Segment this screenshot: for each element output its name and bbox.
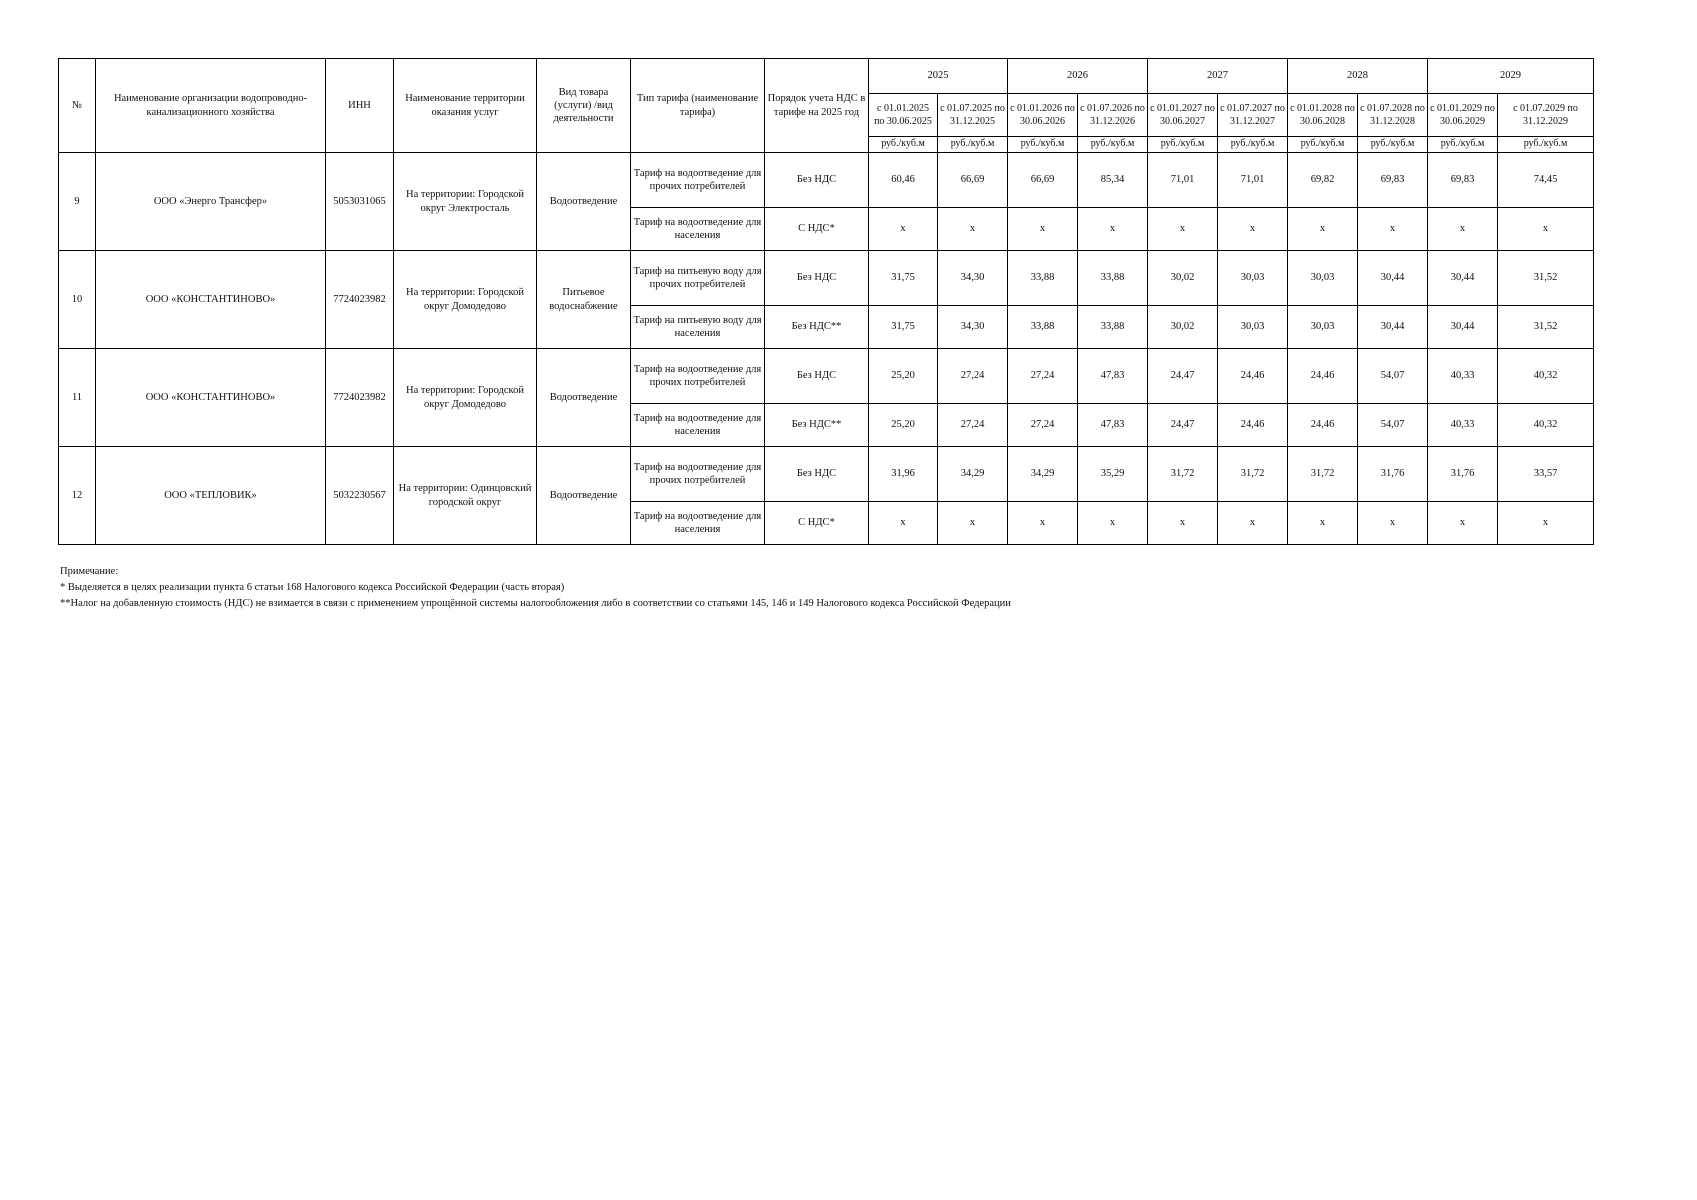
cell-tariff-value: 40,33	[1428, 404, 1498, 447]
cell-inn: 5032230567	[326, 447, 394, 545]
cell-inn: 5053031065	[326, 153, 394, 251]
header-unit: руб./куб.м	[869, 137, 938, 153]
cell-org: ООО «КОНСТАНТИНОВО»	[96, 349, 326, 447]
cell-tariff-value: 66,69	[1008, 153, 1078, 208]
cell-tariff-value: 30,03	[1288, 306, 1358, 349]
cell-tariff-value: 34,29	[1008, 447, 1078, 502]
header-period: с 01.07.2029 по 31.12.2029	[1498, 94, 1594, 137]
cell-org: ООО «КОНСТАНТИНОВО»	[96, 251, 326, 349]
cell-tariff-type: Тариф на водоотведение для прочих потребителей	[631, 153, 765, 208]
header-unit: руб./куб.м	[1148, 137, 1218, 153]
notes-title: Примечание:	[60, 566, 119, 577]
header-org: Наименование организации водопроводно-канализационного хозяйства	[96, 59, 326, 153]
cell-tariff-value: x	[1078, 208, 1148, 251]
cell-tariff-value: 31,96	[869, 447, 938, 502]
table-row	[59, 447, 1594, 502]
cell-tariff-type: Тариф на питьевую воду для прочих потребителей	[631, 251, 765, 306]
cell-tariff-value: 69,83	[1428, 153, 1498, 208]
cell-territory: На территории: Одинцовский городской округ	[394, 447, 537, 545]
cell-tariff-value: 33,88	[1078, 306, 1148, 349]
header-year-2027: 2027	[1148, 59, 1288, 94]
cell-org: ООО «Энерго Трансфер»	[96, 153, 326, 251]
cell-tariff-value: 40,32	[1498, 349, 1594, 404]
cell-tariff-value: 25,20	[869, 349, 938, 404]
table-body	[59, 153, 1594, 545]
cell-tariff-value: 69,82	[1288, 153, 1358, 208]
cell-tariff-value: x	[1498, 208, 1594, 251]
cell-tariff-value: 31,76	[1358, 447, 1428, 502]
cell-activity: Питьевое водоснабжение	[537, 251, 631, 349]
cell-tariff-type: Тариф на водоотведение для прочих потребителей	[631, 447, 765, 502]
note-item: **Налог на добавленную стоимость (НДС) не взимается в связи с применением упрощённой системы налогообложения либо в соответствии со статьями 145, 146 и 149 Налогового кодекса Российской Федерации	[60, 598, 1011, 609]
header-activity: Вид товара (услуги) /вид деятельности	[537, 59, 631, 153]
cell-num: 10	[59, 251, 96, 349]
cell-tariff-value: 33,57	[1498, 447, 1594, 502]
cell-tariff-value: 31,76	[1428, 447, 1498, 502]
cell-tariff-value: 34,30	[938, 251, 1008, 306]
note-item: * Выделяется в целях реализации пункта 6 статьи 168 Налогового кодекса Российской Федерации (часть вторая)	[60, 582, 565, 593]
cell-tariff-value: 31,75	[869, 306, 938, 349]
cell-tariff-type: Тариф на водоотведение для прочих потребителей	[631, 349, 765, 404]
cell-tariff-value: 35,29	[1078, 447, 1148, 502]
cell-tariff-value: 24,46	[1218, 404, 1288, 447]
cell-inn: 7724023982	[326, 251, 394, 349]
cell-tariff-value: 47,83	[1078, 404, 1148, 447]
cell-tariff-type: Тариф на водоотведение для населения	[631, 208, 765, 251]
cell-tariff-value: 31,72	[1218, 447, 1288, 502]
table-row	[59, 349, 1594, 404]
cell-tariff-value: 24,47	[1148, 349, 1218, 404]
cell-activity: Водоотведение	[537, 349, 631, 447]
cell-tariff-value: 74,45	[1498, 153, 1594, 208]
header-unit: руб./куб.м	[938, 137, 1008, 153]
cell-tariff-value: x	[1218, 208, 1288, 251]
header-year-2026: 2026	[1008, 59, 1148, 94]
cell-tariff-value: x	[1358, 208, 1428, 251]
table-header	[59, 59, 1594, 153]
cell-tariff-value: x	[1288, 502, 1358, 545]
header-unit: руб./куб.м	[1008, 137, 1078, 153]
header-unit: руб./куб.м	[1428, 137, 1498, 153]
cell-tariff-value: 30,44	[1358, 251, 1428, 306]
cell-num: 12	[59, 447, 96, 545]
cell-vat: С НДС*	[765, 502, 869, 545]
header-territory: Наименование территории оказания услуг	[394, 59, 537, 153]
cell-tariff-value: 40,32	[1498, 404, 1594, 447]
cell-vat: Без НДС**	[765, 306, 869, 349]
cell-num: 9	[59, 153, 96, 251]
cell-tariff-value: x	[1428, 208, 1498, 251]
header-unit: руб./куб.м	[1288, 137, 1358, 153]
tariff-table	[58, 58, 1594, 545]
cell-tariff-value: x	[938, 208, 1008, 251]
cell-tariff-value: 40,33	[1428, 349, 1498, 404]
table-row	[59, 153, 1594, 208]
cell-tariff-value: 47,83	[1078, 349, 1148, 404]
cell-tariff-value: 30,02	[1148, 251, 1218, 306]
cell-territory: На территории: Городской округ Домодедово	[394, 349, 537, 447]
cell-tariff-value: 30,44	[1428, 306, 1498, 349]
cell-tariff-value: x	[1008, 502, 1078, 545]
cell-tariff-value: 31,72	[1148, 447, 1218, 502]
cell-tariff-value: 33,88	[1008, 251, 1078, 306]
cell-tariff-value: x	[869, 208, 938, 251]
header-unit: руб./куб.м	[1498, 137, 1594, 153]
cell-tariff-value: 30,03	[1218, 306, 1288, 349]
cell-tariff-value: x	[1218, 502, 1288, 545]
cell-tariff-value: 60,46	[869, 153, 938, 208]
cell-vat: Без НДС	[765, 447, 869, 502]
cell-tariff-value: x	[869, 502, 938, 545]
cell-tariff-value: 30,02	[1148, 306, 1218, 349]
cell-vat: Без НДС	[765, 153, 869, 208]
cell-territory: На территории: Городской округ Домодедово	[394, 251, 537, 349]
cell-vat: Без НДС	[765, 251, 869, 306]
cell-tariff-value: 69,83	[1358, 153, 1428, 208]
cell-tariff-type: Тариф на водоотведение для населения	[631, 404, 765, 447]
cell-tariff-value: x	[1428, 502, 1498, 545]
cell-num: 11	[59, 349, 96, 447]
cell-tariff-value: 25,20	[869, 404, 938, 447]
cell-tariff-value: 66,69	[938, 153, 1008, 208]
header-period: с 01.07.2027 по 31.12.2027	[1218, 94, 1288, 137]
cell-tariff-value: x	[1148, 208, 1218, 251]
cell-tariff-value: 27,24	[938, 349, 1008, 404]
header-period: с 01.01.2025 по 30.06.2025	[869, 94, 938, 137]
cell-tariff-value: 54,07	[1358, 349, 1428, 404]
cell-tariff-value: 31,52	[1498, 306, 1594, 349]
cell-tariff-value: 33,88	[1078, 251, 1148, 306]
cell-tariff-value: 24,46	[1288, 349, 1358, 404]
cell-tariff-value: 34,30	[938, 306, 1008, 349]
cell-territory: На территории: Городской округ Электросталь	[394, 153, 537, 251]
cell-tariff-value: 31,75	[869, 251, 938, 306]
header-year-2029: 2029	[1428, 59, 1594, 94]
cell-tariff-value: 85,34	[1078, 153, 1148, 208]
cell-tariff-value: 24,47	[1148, 404, 1218, 447]
cell-tariff-value: 30,44	[1358, 306, 1428, 349]
cell-vat: Без НДС	[765, 349, 869, 404]
cell-inn: 7724023982	[326, 349, 394, 447]
cell-tariff-value: 30,03	[1288, 251, 1358, 306]
cell-tariff-value: 33,88	[1008, 306, 1078, 349]
cell-tariff-value: 30,03	[1218, 251, 1288, 306]
cell-org: ООО «ТЕПЛОВИК»	[96, 447, 326, 545]
cell-tariff-value: x	[1288, 208, 1358, 251]
cell-tariff-value: 31,52	[1498, 251, 1594, 306]
cell-tariff-value: 27,24	[938, 404, 1008, 447]
cell-tariff-value: 27,24	[1008, 404, 1078, 447]
header-period: с 01.07.2028 по 31.12.2028	[1358, 94, 1428, 137]
cell-tariff-value: 71,01	[1218, 153, 1288, 208]
cell-tariff-value: 31,72	[1288, 447, 1358, 502]
header-period: с 01.01.2028 по 30.06.2028	[1288, 94, 1358, 137]
cell-activity: Водоотведение	[537, 153, 631, 251]
cell-tariff-value: 71,01	[1148, 153, 1218, 208]
cell-tariff-value: x	[1358, 502, 1428, 545]
cell-tariff-value: 54,07	[1358, 404, 1428, 447]
header-unit: руб./куб.м	[1358, 137, 1428, 153]
header-unit: руб./куб.м	[1078, 137, 1148, 153]
cell-tariff-value: x	[1148, 502, 1218, 545]
cell-tariff-value: x	[1008, 208, 1078, 251]
header-unit: руб./куб.м	[1218, 137, 1288, 153]
cell-vat: Без НДС**	[765, 404, 869, 447]
header-num: №	[59, 59, 96, 153]
header-tariff-type: Тип тарифа (наименование тарифа)	[631, 59, 765, 153]
cell-tariff-value: 34,29	[938, 447, 1008, 502]
header-year-2025: 2025	[869, 59, 1008, 94]
cell-tariff-value: 24,46	[1218, 349, 1288, 404]
cell-tariff-value: x	[938, 502, 1008, 545]
header-period: с 01.01.2027 по 30.06.2027	[1148, 94, 1218, 137]
cell-tariff-type: Тариф на питьевую воду для населения	[631, 306, 765, 349]
header-inn: ИНН	[326, 59, 394, 153]
header-period: с 01.01.2029 по 30.06.2029	[1428, 94, 1498, 137]
cell-tariff-value: x	[1498, 502, 1594, 545]
cell-tariff-value: 27,24	[1008, 349, 1078, 404]
cell-tariff-value: 24,46	[1288, 404, 1358, 447]
cell-vat: С НДС*	[765, 208, 869, 251]
cell-tariff-type: Тариф на водоотведение для населения	[631, 502, 765, 545]
cell-tariff-value: 30,44	[1428, 251, 1498, 306]
header-vat: Порядок учета НДС в тарифе на 2025 год	[765, 59, 869, 153]
notes	[60, 564, 1011, 612]
table-row	[59, 251, 1594, 306]
header-period: с 01.01.2026 по 30.06.2026	[1008, 94, 1078, 137]
cell-activity: Водоотведение	[537, 447, 631, 545]
header-period: с 01.07.2026 по 31.12.2026	[1078, 94, 1148, 137]
cell-tariff-value: x	[1078, 502, 1148, 545]
header-period: с 01.07.2025 по 31.12.2025	[938, 94, 1008, 137]
header-year-2028: 2028	[1288, 59, 1428, 94]
